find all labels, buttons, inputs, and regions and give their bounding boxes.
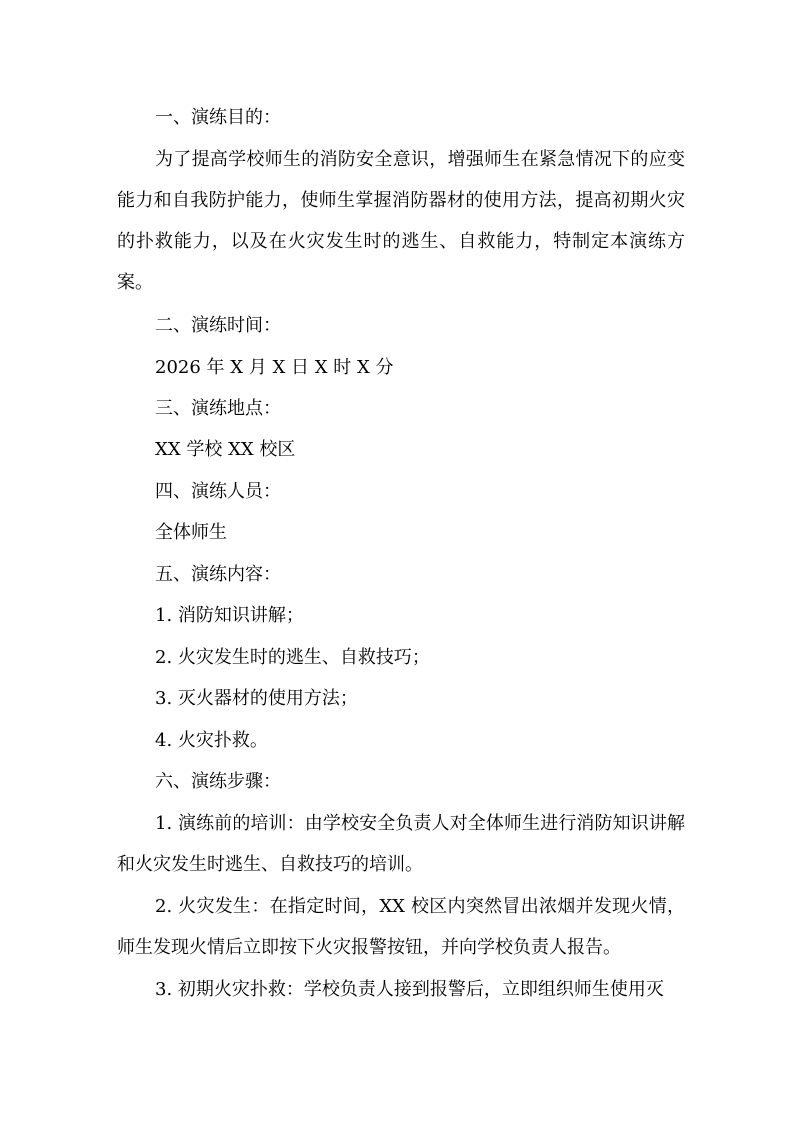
step-item: 2. 火灾发生：在指定时间，XX 校区内突然冒出浓烟并发现火情，师生发现火情后立即按下火灾报警按钮，并向学校负责人报告。 bbox=[117, 896, 685, 958]
content-item: 4. 火灾扑救。 bbox=[155, 730, 268, 751]
heading-location: 三、演练地点： bbox=[155, 398, 281, 419]
content-item: 2. 火灾发生时的逃生、自救技巧； bbox=[155, 647, 430, 668]
drill-time: 2026 年 X 月 X 日 X 时 X 分 bbox=[155, 357, 394, 378]
step-item: 3. 初期火灾扑救：学校负责人接到报警后，立即组织师生使用灭 bbox=[155, 979, 664, 1000]
drill-location: XX 学校 XX 校区 bbox=[155, 439, 296, 460]
heading-content: 五、演练内容： bbox=[155, 564, 281, 585]
heading-steps: 六、演练步骤： bbox=[155, 771, 281, 792]
heading-time: 二、演练时间： bbox=[155, 315, 281, 336]
content-item: 1. 消防知识讲解； bbox=[155, 605, 304, 626]
step-item: 1. 演练前的培训：由学校安全负责人对全体师生进行消防知识讲解和火灾发生时逃生、自救技巧的培训。 bbox=[117, 813, 685, 875]
paragraph-purpose: 为了提高学校师生的消防安全意识，增强师生在紧急情况下的应变能力和自我防护能力，使师生掌握消防器材的使用方法，提高初期火灾的扑救能力，以及在火灾发生时的逃生、自救能力，特制定本演练方案。 bbox=[117, 149, 685, 293]
content-item: 3. 灭火器材的使用方法； bbox=[155, 688, 358, 709]
heading-purpose: 一、演练目的： bbox=[155, 107, 281, 128]
drill-participants: 全体师生 bbox=[155, 522, 227, 543]
heading-participants: 四、演练人员： bbox=[155, 481, 281, 502]
